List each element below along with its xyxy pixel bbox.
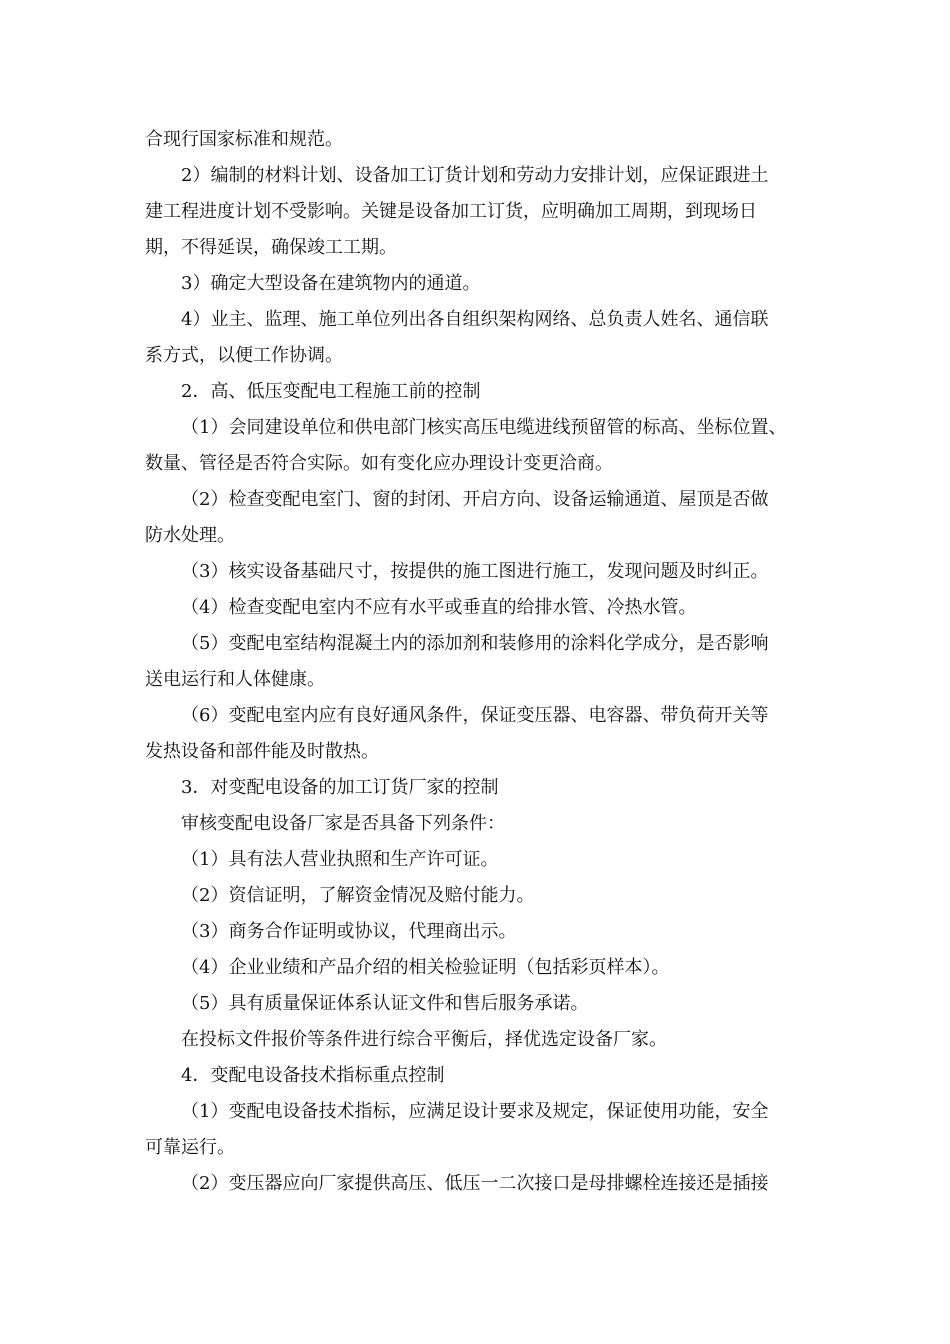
text-line: （6）变配电室内应有良好通风条件，保证变压器、电容器、带负荷开关等 (181, 705, 769, 726)
text-line: （3）商务合作证明或协议，代理商出示。 (181, 921, 517, 942)
text-line: 审核变配电设备厂家是否具备下列条件： (181, 813, 505, 834)
text-line: （4）检查变配电室内不应有水平或垂直的给排水管、冷热水管。 (181, 597, 697, 618)
text-line: 2）编制的材料计划、设备加工订货计划和劳动力安排计划，应保证跟进土 (181, 165, 769, 186)
text-line: （2）资信证明，了解资金情况及赔付能力。 (181, 885, 535, 906)
text-line: 发热设备和部件能及时散热。 (145, 741, 379, 762)
text-line: （2）变压器应向厂家提供高压、低压一二次接口是母排螺栓连接还是插接 (181, 1173, 769, 1194)
section-heading: 2．高、低压变配电工程施工前的控制 (181, 381, 481, 402)
text-line: 送电运行和人体健康。 (145, 669, 325, 690)
section-heading: 3．对变配电设备的加工订货厂家的控制 (181, 777, 499, 798)
text-line: （1）具有法人营业执照和生产许可证。 (181, 849, 499, 870)
text-line: （3）核实设备基础尺寸，按提供的施工图进行施工，发现问题及时纠正。 (181, 561, 769, 582)
text-line: 4）业主、监理、施工单位列出各自组织架构网络、总负责人姓名、通信联 (181, 309, 769, 330)
section-heading: 4．变配电设备技术指标重点控制 (181, 1065, 445, 1086)
text-line: 数量、管径是否符合实际。如有变化应办理设计变更洽商。 (145, 453, 613, 474)
text-line: （1）变配电设备技术指标，应满足设计要求及规定，保证使用功能，安全 (181, 1101, 769, 1122)
text-line: （5）变配电室结构混凝土内的添加剂和装修用的涂料化学成分，是否影响 (181, 633, 769, 654)
text-line: 3）确定大型设备在建筑物内的通道。 (181, 273, 481, 294)
text-line: （4）企业业绩和产品介绍的相关检验证明（包括彩页样本）。 (181, 957, 670, 978)
text-line: 在投标文件报价等条件进行综合平衡后，择优选定设备厂家。 (181, 1029, 667, 1050)
text-line: 期，不得延误，确保竣工工期。 (145, 237, 397, 258)
text-line: 建工程进度计划不受影响。关键是设备加工订货，应明确加工周期，到现场日 (145, 201, 757, 222)
text-line: （2）检查变配电室门、窗的封闭、开启方向、设备运输通道、屋顶是否做 (181, 489, 769, 510)
text-line: 可靠运行。 (145, 1137, 235, 1158)
text-line: 防水处理。 (145, 525, 235, 546)
text-line: （1）会同建设单位和供电部门核实高压电缆进线预留管的标高、坐标位置、 (181, 417, 787, 438)
text-line: 合现行国家标准和规范。 (145, 129, 343, 150)
text-line: （5）具有质量保证体系认证文件和售后服务承诺。 (181, 993, 589, 1014)
text-line: 系方式，以便工作协调。 (145, 345, 343, 366)
